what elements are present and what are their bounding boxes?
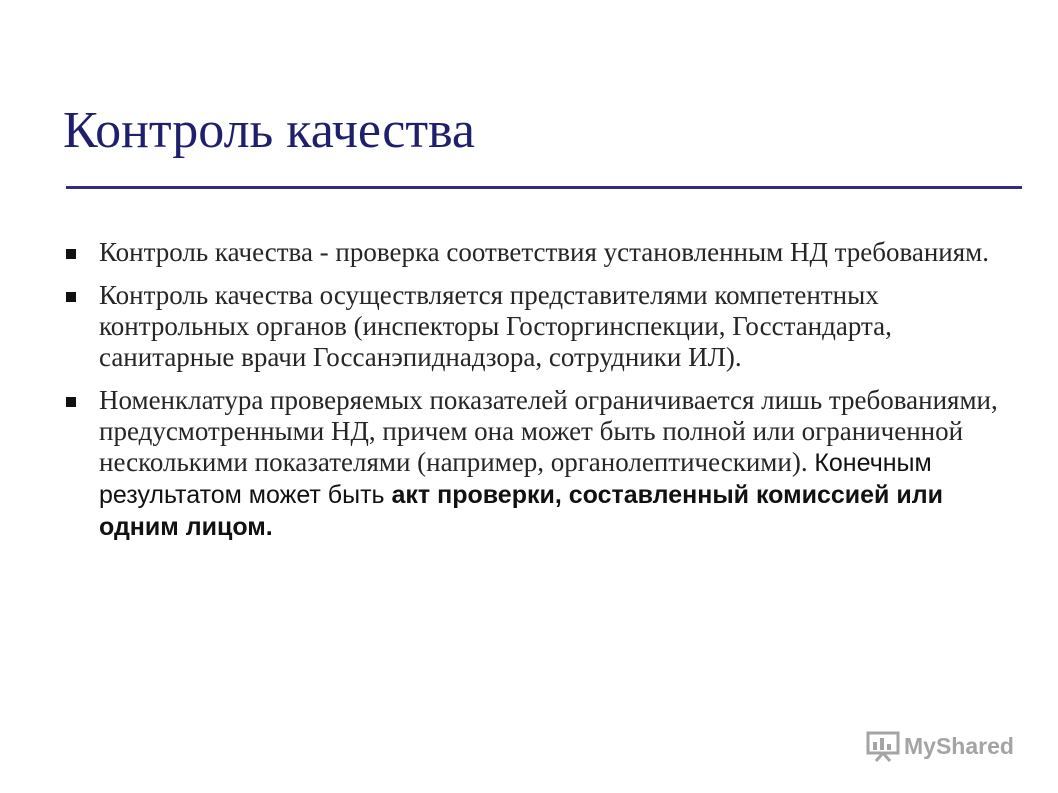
presentation-board-icon — [866, 730, 900, 762]
bullet-text: Контроль качества - проверка соответствия установленным НД требованиям. — [99, 237, 989, 267]
square-bullet-icon — [66, 397, 76, 407]
square-bullet-icon — [66, 292, 76, 302]
title-divider — [66, 186, 1022, 189]
watermark — [866, 728, 1026, 764]
bullet-item-3 — [64, 385, 1024, 543]
bullet-text-sans: Конечным результатом может быть — [99, 449, 932, 509]
bullet-list — [64, 237, 1024, 555]
bullet-text-bold: акт проверки, составленный комиссией или одним лицом. — [99, 481, 943, 541]
slide-title: Контроль качества — [63, 102, 476, 159]
bullet-item-1 — [64, 237, 1024, 268]
bullet-text: Номенклатура проверяемых показателей ограничивается лишь требованиями, предусмотренными НД, причем она может быть полной или ограниченной несколькими показателями (например, органолептическими). — [99, 385, 998, 477]
watermark-text: MyShared — [904, 733, 1014, 759]
square-bullet-icon — [66, 249, 76, 259]
bullet-text: Контроль качества осуществляется представителями компетентных контрольных органов (инспекторы Госторгинспекции, Госстандарта, санитарные врачи Госсанэпиднадзора, сотрудники ИЛ). — [99, 280, 892, 372]
bullet-item-2 — [64, 280, 1024, 373]
